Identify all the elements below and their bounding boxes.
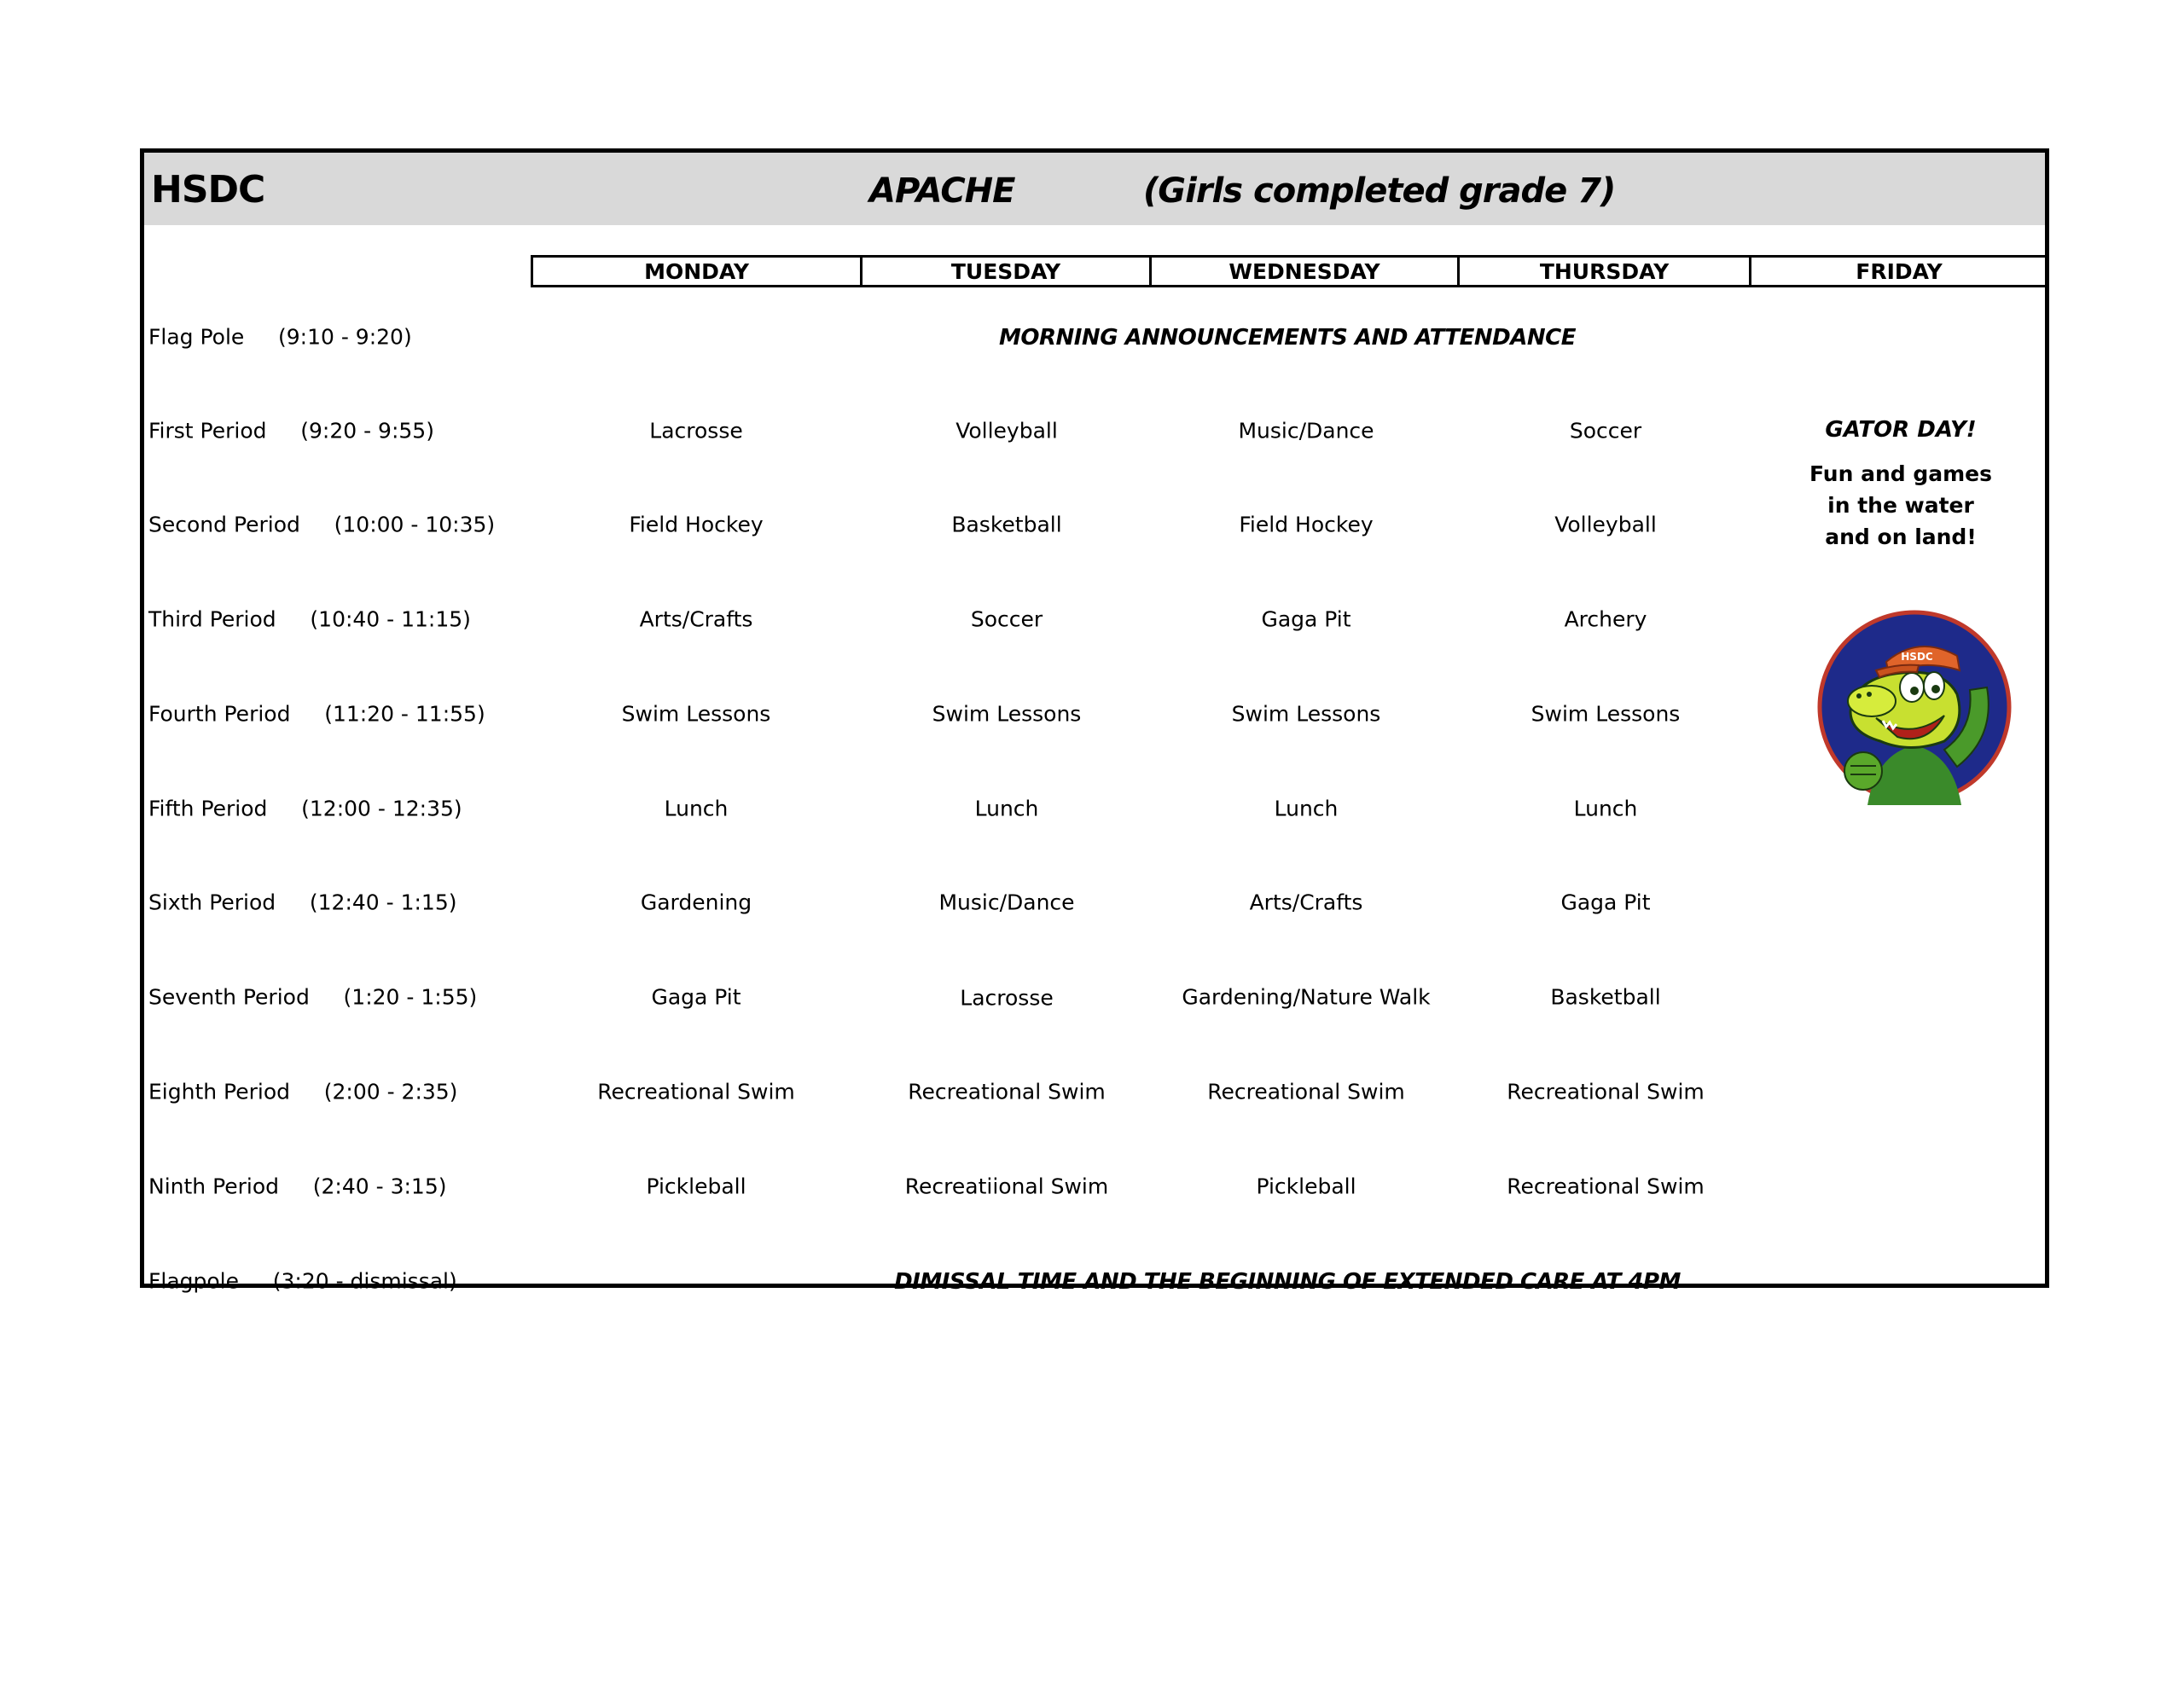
activity-cell: Recreational Swim: [1507, 1174, 1705, 1199]
activity-cell: Recreational Swim: [908, 1079, 1106, 1104]
friday-note: [1790, 458, 2012, 553]
period-label: Fifth Period (12:00 - 12:35): [148, 796, 462, 821]
friday-note-line: in the water: [1827, 493, 1974, 518]
period-label: Seventh Period (1:20 - 1:55): [148, 984, 478, 1010]
activity-cell: Lacrosse: [960, 985, 1054, 1011]
friday-note-line: and on land!: [1825, 525, 1977, 549]
org-title: HSDC: [151, 168, 265, 212]
activity-cell: Gardening/Nature Walk: [1182, 984, 1431, 1010]
period-label: Flagpole (3:20 - dismissal): [148, 1268, 457, 1294]
period-label: Third Period (10:40 - 11:15): [148, 606, 471, 632]
activity-cell: Gaga Pit: [1261, 606, 1351, 632]
activity-cell: Gaga Pit: [1560, 890, 1651, 915]
activity-cell: Music/Dance: [1238, 418, 1374, 443]
activity-cell: Arts/Crafts: [639, 606, 753, 632]
morning-banner: MORNING ANNOUNCEMENTS AND ATTENDANCE: [999, 325, 1576, 351]
activity-cell: Lunch: [974, 796, 1039, 821]
activity-cell: Recreational Swim: [1507, 1079, 1705, 1104]
day-header-wednesday: WEDNESDAY: [1152, 255, 1460, 287]
activity-cell: Gardening: [640, 890, 752, 915]
activity-cell: Lunch: [1274, 796, 1339, 821]
activity-cell: Volleyball: [956, 418, 1058, 443]
period-label: Eighth Period (2:00 - 2:35): [148, 1079, 458, 1104]
day-header-tuesday: TUESDAY: [863, 255, 1152, 287]
activity-cell: Field Hockey: [629, 512, 764, 537]
day-header-thursday: THURSDAY: [1460, 255, 1751, 287]
activity-cell: Soccer: [970, 606, 1043, 632]
activity-cell: Swim Lessons: [1231, 701, 1381, 727]
dismissal-banner: DIMISSAL TIME AND THE BEGINNING OF EXTENDED CARE AT 4PM: [894, 1269, 1681, 1295]
activity-cell: Recreational Swim: [1207, 1079, 1405, 1104]
day-header-friday: FRIDAY: [1751, 255, 2049, 287]
activity-cell: Recreatiional Swim: [904, 1174, 1109, 1199]
period-label: Fourth Period (11:20 - 11:55): [148, 701, 485, 727]
friday-title: GATOR DAY!: [1825, 417, 1977, 443]
activity-cell: Lunch: [1573, 796, 1638, 821]
activity-cell: Gaga Pit: [651, 984, 741, 1010]
activity-cell: Arts/Crafts: [1249, 890, 1363, 915]
title-bar: [144, 153, 2045, 225]
activity-cell: Archery: [1564, 606, 1647, 632]
period-label: Ninth Period (2:40 - 3:15): [148, 1174, 447, 1199]
activity-cell: Swim Lessons: [932, 701, 1082, 727]
period-label: First Period (9:20 - 9:55): [148, 418, 434, 443]
activity-cell: Basketball: [1550, 984, 1661, 1010]
schedule-sheet: [140, 148, 2049, 1295]
activity-cell: Basketball: [951, 512, 1062, 537]
friday-note-line: Fun and games: [1809, 461, 1993, 486]
activity-cell: Lacrosse: [649, 418, 743, 443]
activity-cell: Pickleball: [646, 1174, 746, 1199]
activity-cell: Lunch: [664, 796, 729, 821]
activity-cell: Volleyball: [1554, 512, 1657, 537]
period-label: Sixth Period (12:40 - 1:15): [148, 890, 457, 915]
activity-cell: Swim Lessons: [621, 701, 771, 727]
day-header-monday: MONDAY: [531, 255, 863, 287]
group-name: APACHE: [869, 171, 1015, 211]
group-description: (Girls completed grade 7): [1143, 171, 1616, 211]
activity-cell: Swim Lessons: [1531, 701, 1681, 727]
gator-mascot-logo: [1816, 609, 2013, 805]
period-label: Flag Pole (9:10 - 9:20): [148, 324, 412, 350]
activity-cell: Recreational Swim: [597, 1079, 795, 1104]
activity-cell: Pickleball: [1256, 1174, 1356, 1199]
period-label: Second Period (10:00 - 10:35): [148, 512, 496, 537]
mascot-cap-text: HSDC: [1901, 651, 1933, 663]
activity-cell: Music/Dance: [938, 890, 1075, 915]
activity-cell: Soccer: [1569, 418, 1642, 443]
activity-cell: Field Hockey: [1239, 512, 1374, 537]
